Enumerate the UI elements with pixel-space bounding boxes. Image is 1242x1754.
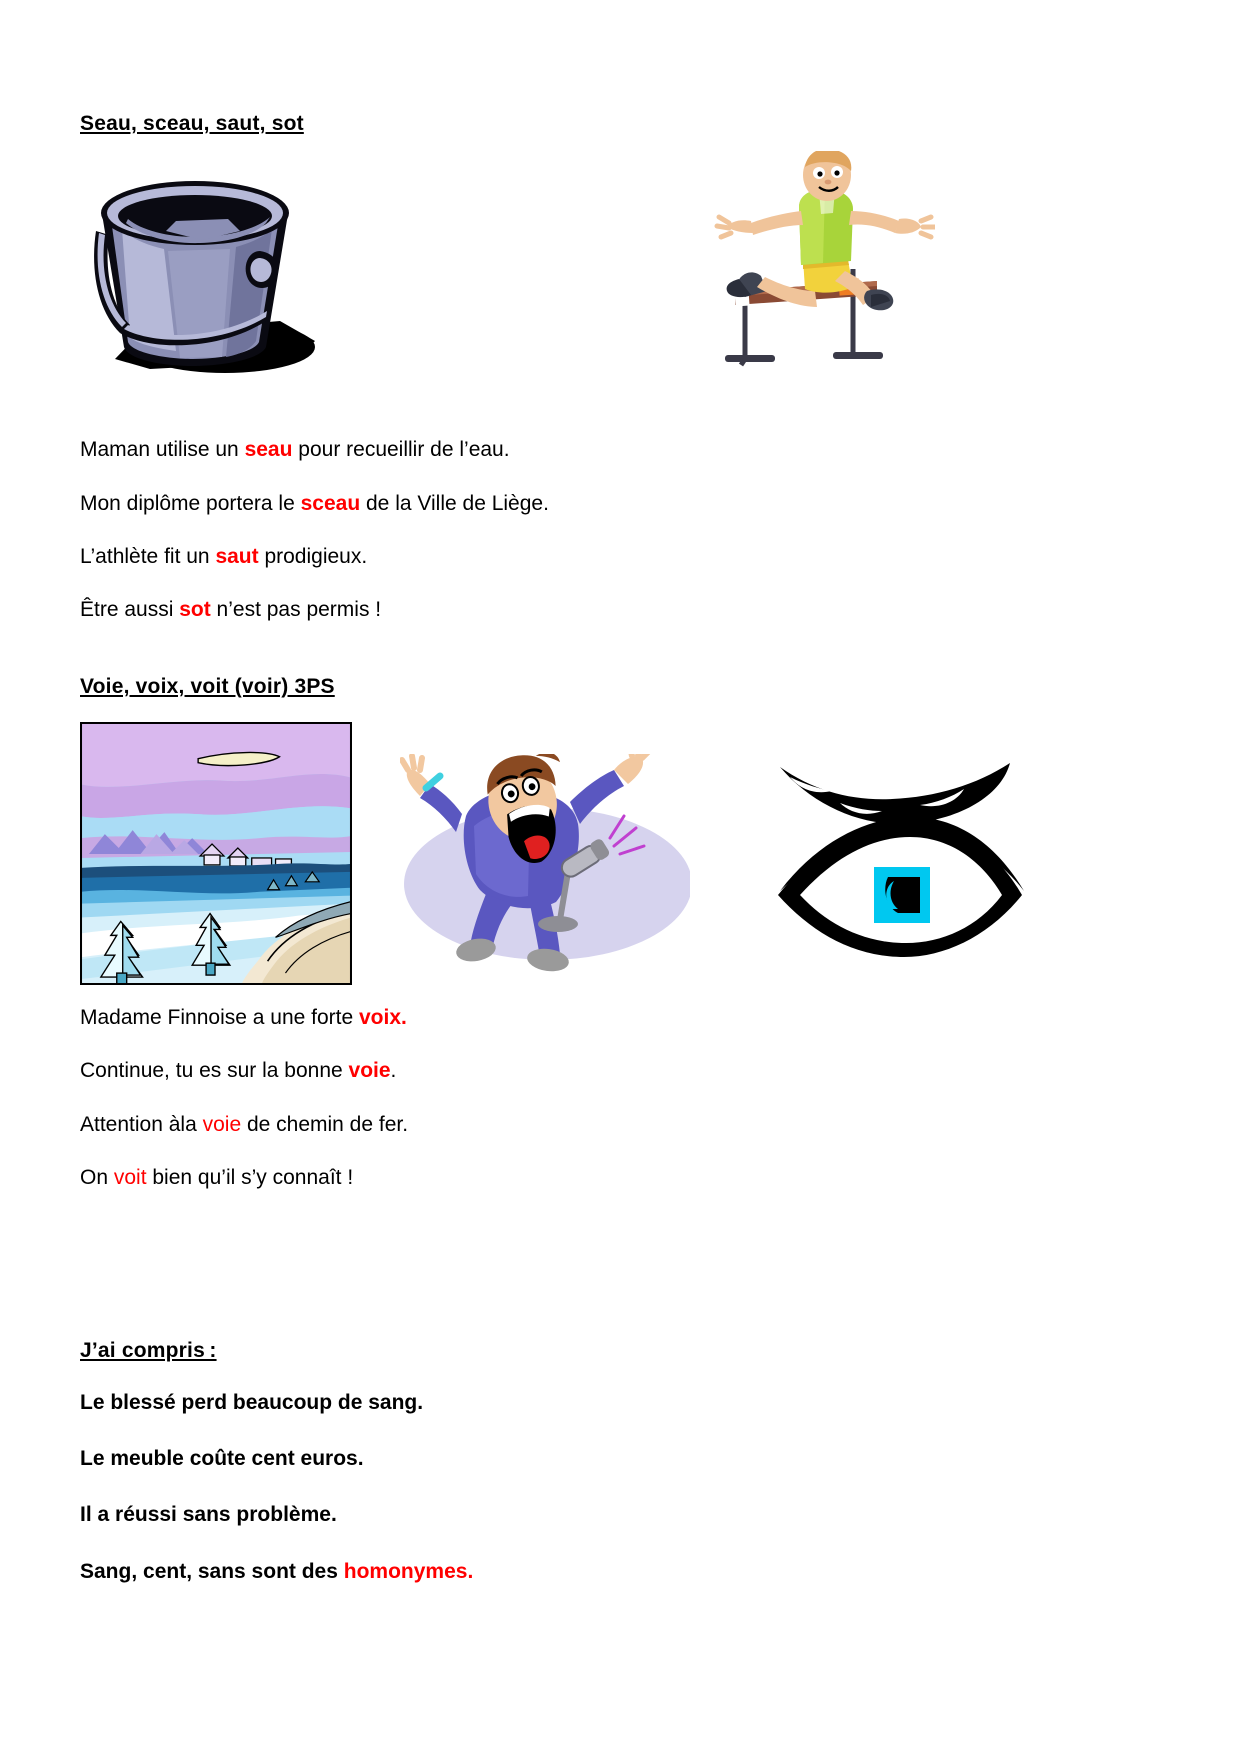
conclusion-line-cent xyxy=(80,1445,1160,1473)
sentence-seau xyxy=(80,436,1160,464)
sentence-voie-ferree xyxy=(80,1111,1160,1139)
conclusion-text: Le blessé perd beaucoup de sang. xyxy=(80,1390,424,1414)
sentence-text-before: On xyxy=(80,1166,114,1189)
landscape-road-icon xyxy=(81,723,351,984)
sentence-text-after: pour recueillir de l’eau. xyxy=(292,438,510,462)
conclusion-text: Sang, cent, sans sont des xyxy=(80,1559,344,1583)
sentence-keyword: saut xyxy=(215,544,259,568)
sentence-sceau xyxy=(80,490,1160,518)
sentence-voie-bonne xyxy=(80,1057,1160,1085)
conclusion-text: Il a réussi sans problème. xyxy=(80,1503,337,1527)
sentence-keyword: voit xyxy=(113,1166,147,1189)
sentence-voit xyxy=(80,1164,1160,1192)
sentence-text-before: Être aussi xyxy=(80,598,180,622)
conclusion-line-sang xyxy=(80,1389,1160,1417)
vertical-spacer xyxy=(80,1217,1160,1337)
sentence-keyword: sceau xyxy=(300,491,361,515)
sentence-text-after: . xyxy=(390,1059,397,1083)
conclusion-line-homonymes xyxy=(80,1558,1160,1586)
shouting-man-image xyxy=(400,754,690,984)
shouting-man-icon xyxy=(400,754,690,984)
landscape-road-image xyxy=(80,722,352,985)
sentence-text-before: Maman utilise un xyxy=(80,438,245,462)
conclusion-line-sans xyxy=(80,1501,1160,1529)
sentence-sot xyxy=(80,596,1160,624)
sentence-text-before: Mon diplôme portera le xyxy=(80,491,301,515)
sentence-text-before: Continue, tu es sur la bonne xyxy=(80,1059,349,1083)
eye-icon xyxy=(770,759,1030,974)
document-content xyxy=(80,110,1160,1614)
sentence-keyword: voix. xyxy=(359,1005,407,1029)
sentence-keyword: seau xyxy=(244,438,293,462)
section-heading-seau: Seau, sceau, saut, sot xyxy=(80,112,304,135)
sentence-text-after: de chemin de fer. xyxy=(241,1112,409,1136)
sentence-keyword: voie xyxy=(202,1112,242,1136)
sentence-saut xyxy=(80,543,1160,571)
sentence-text-before: L’athlète fit un xyxy=(80,544,216,568)
section-heading-voie: Voie, voix, voit (voir) 3PS xyxy=(80,674,335,698)
sentence-text-after: prodigieux. xyxy=(258,544,368,568)
sentence-voix xyxy=(80,1004,1160,1032)
conclusion-text: Le meuble coûte cent euros. xyxy=(80,1446,364,1470)
eye-image xyxy=(770,759,1010,974)
sentence-text-after: bien qu’il s’y connaît ! xyxy=(146,1166,354,1189)
hurdler-image xyxy=(695,151,935,401)
sentence-text-after: de la Ville de Liège. xyxy=(360,491,549,515)
figure-row-seau xyxy=(80,151,1160,436)
sentence-text-before: Madame Finnoise a une forte xyxy=(80,1005,359,1029)
bucket-icon xyxy=(80,161,320,376)
figure-row-voie xyxy=(80,714,1160,1004)
sentence-keyword: voie xyxy=(348,1059,391,1083)
sentence-keyword: sot xyxy=(179,598,211,622)
sentence-text-before: Attention àla xyxy=(80,1112,203,1136)
sentence-text-after: n’est pas permis ! xyxy=(210,598,382,622)
hurdler-icon xyxy=(695,151,935,401)
conclusion-heading: J’ai compris : xyxy=(80,1339,217,1363)
conclusion-keyword: homonymes. xyxy=(343,1559,474,1583)
bucket-image xyxy=(80,161,320,376)
